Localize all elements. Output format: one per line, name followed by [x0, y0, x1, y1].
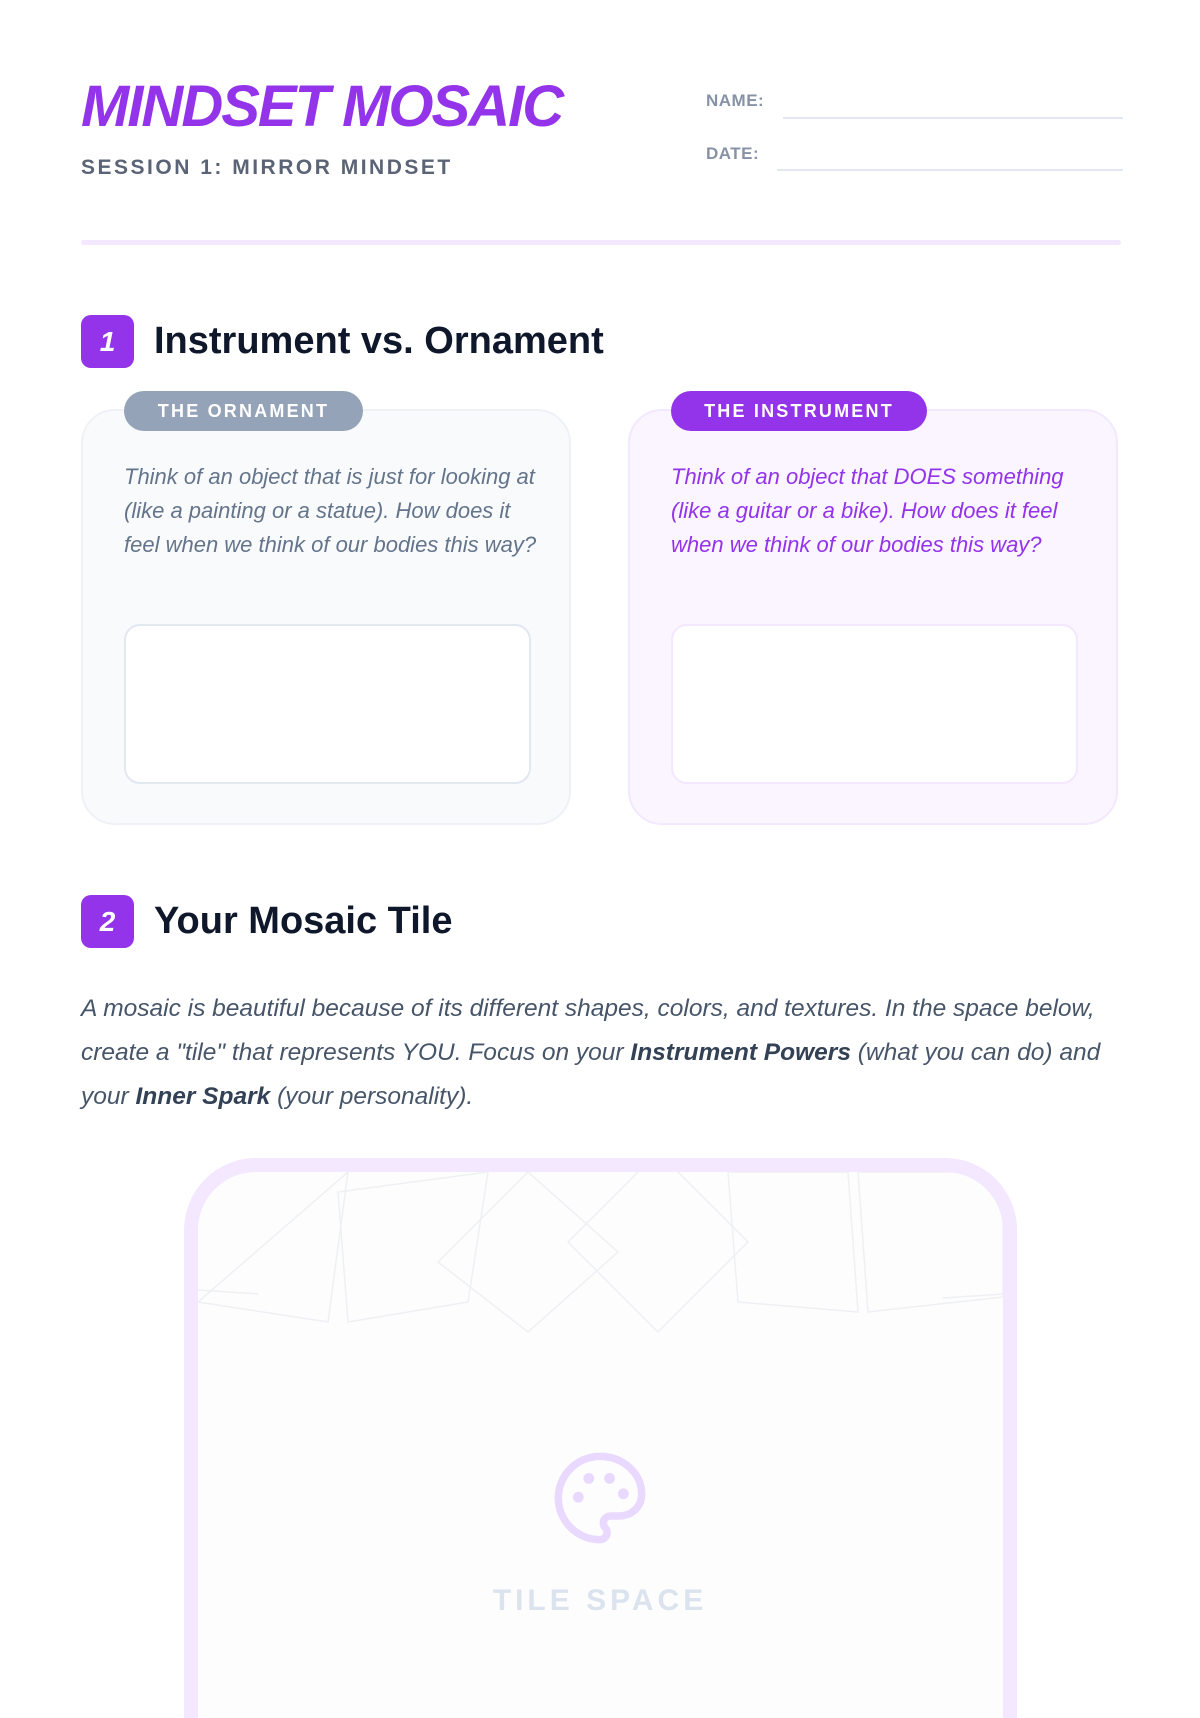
section-2-number: 2: [81, 895, 134, 948]
session-subtitle: SESSION 1: MIRROR MINDSET: [81, 156, 453, 179]
palette-icon: [550, 1448, 650, 1548]
ornament-prompt: Think of an object that is just for looking at (like a painting or a statue). How does it feel when we think of our bodies this way?: [124, 464, 537, 557]
mosaic-instructions: A mosaic is beautiful because of its different shapes, colors, and textures. In the space below, create a "tile" that represents YOU. Focus on your Instrument Powers (what you can do) and your Inner Spark (your personality).: [81, 995, 1101, 1110]
date-label: DATE:: [706, 144, 760, 163]
section-1-number: 1: [81, 315, 134, 368]
tile-space-label: TILE SPACE: [492, 1584, 708, 1617]
ornament-answer-box[interactable]: [124, 624, 531, 784]
section-1-title: Instrument vs. Ornament: [154, 320, 604, 362]
name-field[interactable]: [783, 117, 1123, 119]
instrument-tag: THE INSTRUMENT: [671, 391, 927, 431]
date-field[interactable]: [777, 169, 1123, 171]
section-2-title: Your Mosaic Tile: [154, 900, 453, 942]
tile-space-area[interactable]: [184, 1158, 1017, 1718]
name-label: NAME:: [706, 91, 765, 110]
mosaic-pattern-decoration: [198, 1172, 1003, 1718]
instrument-powers-emphasis: Instrument Powers: [630, 1039, 851, 1066]
header-divider: [81, 240, 1121, 245]
ornament-tag: THE ORNAMENT: [124, 391, 363, 431]
instrument-prompt: Think of an object that DOES something (like a guitar or a bike). How does it feel when we think of our bodies this way?: [671, 464, 1064, 557]
worksheet-title: MINDSET MOSAIC: [81, 74, 563, 139]
inner-spark-emphasis: Inner Spark: [135, 1083, 271, 1110]
instrument-answer-box[interactable]: [671, 624, 1078, 784]
